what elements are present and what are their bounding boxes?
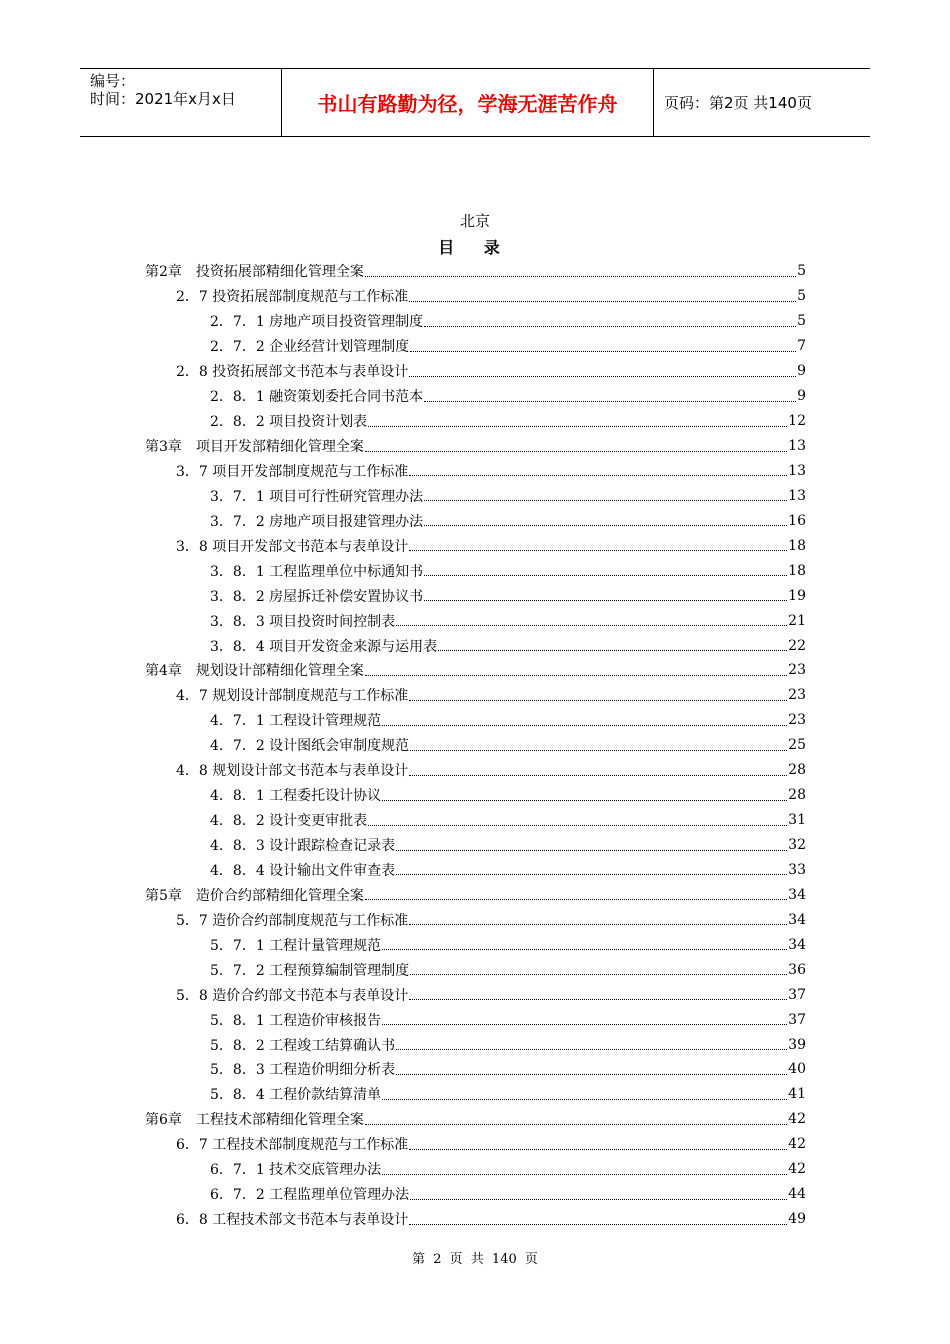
- toc-entry-page: 18: [788, 537, 806, 554]
- toc-leader-dots: [409, 999, 787, 1000]
- toc-entry[interactable]: [0, 1057, 806, 1082]
- toc-entry[interactable]: [0, 1082, 806, 1107]
- toc-entry[interactable]: [0, 882, 806, 907]
- toc-entry-label: 5．7．2 工程预算编制管理制度: [210, 962, 410, 979]
- toc-entry-page: 41: [788, 1086, 806, 1103]
- toc-leader-dots: [382, 1024, 787, 1025]
- toc-leader-dots: [396, 1049, 787, 1050]
- toc-entry-label: 2．8 投资拓展部文书范本与表单设计: [176, 364, 409, 381]
- toc-entry-page: 5: [797, 263, 806, 280]
- toc-leader-dots: [396, 874, 787, 875]
- toc-entry-page: 28: [788, 762, 806, 779]
- toc-leader-dots: [368, 426, 787, 427]
- toc-entry[interactable]: [0, 409, 806, 434]
- toc-entry-page: 13: [788, 462, 806, 479]
- toc-entry-label: 4．8．2 设计变更审批表: [210, 813, 368, 830]
- page-header: [80, 68, 870, 137]
- toc-entry[interactable]: [0, 259, 806, 284]
- toc-entry[interactable]: [0, 284, 806, 309]
- toc-entry[interactable]: [0, 733, 806, 758]
- toc-entry-page: 49: [788, 1211, 806, 1228]
- toc-entry-page: 34: [788, 911, 806, 928]
- toc-entry-label: 3．8 项目开发部文书范本与表单设计: [176, 538, 409, 555]
- toc-leader-dots: [409, 550, 787, 551]
- header-motto: 书山有路勤为径，学海无涯苦作舟: [282, 69, 654, 136]
- toc-leader-dots: [409, 1224, 787, 1225]
- toc-entry-page: 28: [788, 787, 806, 804]
- toc-entry[interactable]: [0, 758, 806, 783]
- toc-entry[interactable]: [0, 1207, 806, 1232]
- toc-entry-label: 第6章 工程技术部精细化管理全案: [145, 1112, 364, 1129]
- toc-leader-dots: [410, 351, 796, 352]
- toc-entry-label: 5．7．1 工程计量管理规范: [210, 937, 382, 954]
- toc-entry-page: 13: [788, 487, 806, 504]
- toc-leader-dots: [424, 326, 796, 327]
- toc-title: 目 录: [438, 238, 512, 257]
- toc-leader-dots: [410, 974, 787, 975]
- toc-entry-page: 7: [797, 338, 806, 355]
- toc-entry-label: 4．8 规划设计部文书范本与表单设计: [176, 763, 409, 780]
- toc-leader-dots: [409, 376, 796, 377]
- toc-entry-label: 2．7．1 房地产项目投资管理制度: [210, 314, 424, 331]
- toc-leader-dots: [424, 575, 787, 576]
- toc-entry-label: 3．7 项目开发部制度规范与工作标准: [176, 463, 409, 480]
- header-page-info: 页码：第2页 共140页: [664, 94, 812, 112]
- toc-entry-page: 42: [788, 1111, 806, 1128]
- toc-entry-label: 第4章 规划设计部精细化管理全案: [145, 663, 364, 680]
- toc-entry-page: 18: [788, 562, 806, 579]
- toc-entry-page: 19: [788, 587, 806, 604]
- toc-leader-dots: [424, 500, 787, 501]
- toc-entry-page: 23: [788, 687, 806, 704]
- toc-leader-dots: [438, 650, 787, 651]
- toc-entry[interactable]: [0, 907, 806, 932]
- toc-entry[interactable]: [0, 1157, 806, 1182]
- toc-entry[interactable]: [0, 309, 806, 334]
- toc-entry-page: 34: [788, 936, 806, 953]
- toc-leader-dots: [396, 850, 787, 851]
- toc-entry-page: 40: [788, 1061, 806, 1078]
- toc-leader-dots: [396, 625, 787, 626]
- toc-leader-dots: [365, 675, 787, 676]
- toc-leader-dots: [382, 949, 787, 950]
- toc-entry[interactable]: [0, 1182, 806, 1207]
- toc-leader-dots: [410, 750, 787, 751]
- toc-entry-page: 23: [788, 662, 806, 679]
- city-label: 北京: [459, 212, 490, 230]
- toc-entry-page: 16: [788, 512, 806, 529]
- toc-entry-page: 32: [788, 837, 806, 854]
- toc-entry-page: 9: [797, 388, 806, 405]
- toc-entry-page: 44: [788, 1186, 806, 1203]
- toc-leader-dots: [409, 301, 796, 302]
- toc-leader-dots: [382, 1174, 787, 1175]
- toc-entry[interactable]: [0, 932, 806, 957]
- toc-entry[interactable]: [0, 708, 806, 733]
- table-of-contents: [0, 259, 950, 1232]
- toc-leader-dots: [409, 475, 787, 476]
- toc-entry-label: 5．7 造价合约部制度规范与工作标准: [176, 912, 409, 929]
- toc-entry-label: 3．8．3 项目投资时间控制表: [210, 613, 396, 630]
- toc-leader-dots: [424, 401, 796, 402]
- toc-leader-dots: [365, 451, 787, 452]
- time-label: 时间：2021年x月x日: [90, 90, 236, 108]
- toc-entry-page: 23: [788, 712, 806, 729]
- header-left-cell: [80, 69, 282, 136]
- toc-leader-dots: [409, 700, 787, 701]
- toc-entry-label: 2．7 投资拓展部制度规范与工作标准: [176, 289, 409, 306]
- toc-entry[interactable]: [0, 783, 806, 808]
- toc-entry[interactable]: [0, 1132, 806, 1157]
- toc-entry-label: 5．8．2 工程竣工结算确认书: [210, 1037, 396, 1054]
- toc-entry[interactable]: [0, 583, 806, 608]
- toc-entry-label: 5．8．1 工程造价审核报告: [210, 1012, 382, 1029]
- toc-leader-dots: [410, 1199, 787, 1200]
- toc-entry[interactable]: [0, 633, 806, 658]
- toc-entry-label: 3．8．2 房屋拆迁补偿安置协议书: [210, 588, 424, 605]
- toc-entry[interactable]: [0, 1007, 806, 1032]
- toc-entry-page: 37: [788, 986, 806, 1003]
- toc-entry-page: 34: [788, 886, 806, 903]
- toc-leader-dots: [365, 899, 787, 900]
- toc-entry-label: 4．8．1 工程委托设计协议: [210, 788, 382, 805]
- toc-entry-page: 5: [797, 288, 806, 305]
- toc-leader-dots: [368, 825, 787, 826]
- toc-entry[interactable]: [0, 359, 806, 384]
- toc-entry-label: 5．8．4 工程价款结算清单: [210, 1087, 382, 1104]
- toc-entry-label: 4．7 规划设计部制度规范与工作标准: [176, 688, 409, 705]
- toc-entry-page: 9: [797, 363, 806, 380]
- toc-entry[interactable]: [0, 483, 806, 508]
- toc-entry-label: 4．8．4 设计输出文件审查表: [210, 862, 396, 879]
- toc-entry-page: 39: [788, 1036, 806, 1053]
- toc-entry[interactable]: [0, 658, 806, 683]
- toc-entry-label: 4．8．3 设计跟踪检查记录表: [210, 838, 396, 855]
- page-footer: 第 2 页 共 140 页: [412, 1252, 538, 1267]
- toc-entry-page: 36: [788, 961, 806, 978]
- toc-entry-label: 6．7 工程技术部制度规范与工作标准: [176, 1137, 409, 1154]
- toc-leader-dots: [409, 1149, 787, 1150]
- toc-entry[interactable]: [0, 608, 806, 633]
- toc-entry-label: 2．7．2 企业经营计划管理制度: [210, 339, 410, 356]
- toc-entry-page: 42: [788, 1161, 806, 1178]
- toc-leader-dots: [424, 600, 787, 601]
- toc-entry[interactable]: [0, 533, 806, 558]
- toc-entry-label: 3．8．1 工程监理单位中标通知书: [210, 563, 424, 580]
- toc-leader-dots: [396, 1074, 787, 1075]
- toc-entry-label: 4．7．1 工程设计管理规范: [210, 713, 382, 730]
- toc-entry-page: 33: [788, 861, 806, 878]
- toc-leader-dots: [365, 276, 796, 277]
- toc-entry-page: 22: [788, 637, 806, 654]
- toc-entry[interactable]: [0, 459, 806, 484]
- toc-entry-label: 第3章 项目开发部精细化管理全案: [145, 439, 364, 456]
- toc-leader-dots: [365, 1124, 787, 1125]
- toc-leader-dots: [424, 525, 787, 526]
- toc-leader-dots: [382, 1099, 787, 1100]
- toc-entry[interactable]: [0, 558, 806, 583]
- toc-entry-label: 3．8．4 项目开发资金来源与运用表: [210, 638, 438, 655]
- toc-entry-label: 5．8．3 工程造价明细分析表: [210, 1062, 396, 1079]
- toc-entry-label: 6．7．1 技术交底管理办法: [210, 1162, 382, 1179]
- toc-entry-label: 3．7．1 项目可行性研究管理办法: [210, 488, 424, 505]
- toc-leader-dots: [409, 924, 787, 925]
- toc-entry[interactable]: [0, 858, 806, 883]
- toc-entry[interactable]: [0, 334, 806, 359]
- toc-entry-page: 42: [788, 1136, 806, 1153]
- toc-entry-page: 25: [788, 737, 806, 754]
- toc-entry[interactable]: [0, 957, 806, 982]
- toc-entry[interactable]: [0, 1032, 806, 1057]
- number-label: 编号：: [90, 72, 136, 90]
- toc-entry-label: 第2章 投资拓展部精细化管理全案: [145, 264, 364, 281]
- toc-entry[interactable]: [0, 683, 806, 708]
- toc-entry[interactable]: [0, 982, 806, 1007]
- toc-entry[interactable]: [0, 434, 806, 459]
- toc-entry[interactable]: [0, 508, 806, 533]
- toc-entry[interactable]: [0, 384, 806, 409]
- toc-entry-page: 37: [788, 1011, 806, 1028]
- toc-entry-label: 2．8．1 融资策划委托合同书范本: [210, 389, 424, 406]
- toc-entry-label: 6．7．2 工程监理单位管理办法: [210, 1187, 410, 1204]
- toc-entry-label: 4．7．2 设计图纸会审制度规范: [210, 738, 410, 755]
- toc-entry-label: 2．8．2 项目投资计划表: [210, 414, 368, 431]
- toc-entry-page: 5: [797, 313, 806, 330]
- toc-entry-label: 5．8 造价合约部文书范本与表单设计: [176, 987, 409, 1004]
- toc-entry-page: 21: [788, 612, 806, 629]
- toc-entry-page: 12: [788, 413, 806, 430]
- toc-leader-dots: [382, 800, 787, 801]
- toc-leader-dots: [382, 725, 787, 726]
- toc-entry[interactable]: [0, 833, 806, 858]
- toc-entry-label: 6．8 工程技术部文书范本与表单设计: [176, 1212, 409, 1229]
- toc-entry-page: 31: [788, 812, 806, 829]
- toc-entry-page: 13: [788, 438, 806, 455]
- toc-entry-label: 3．7．2 房地产项目报建管理办法: [210, 513, 424, 530]
- toc-entry-label: 第5章 造价合约部精细化管理全案: [145, 887, 364, 904]
- toc-entry[interactable]: [0, 808, 806, 833]
- toc-leader-dots: [409, 775, 787, 776]
- toc-entry[interactable]: [0, 1107, 806, 1132]
